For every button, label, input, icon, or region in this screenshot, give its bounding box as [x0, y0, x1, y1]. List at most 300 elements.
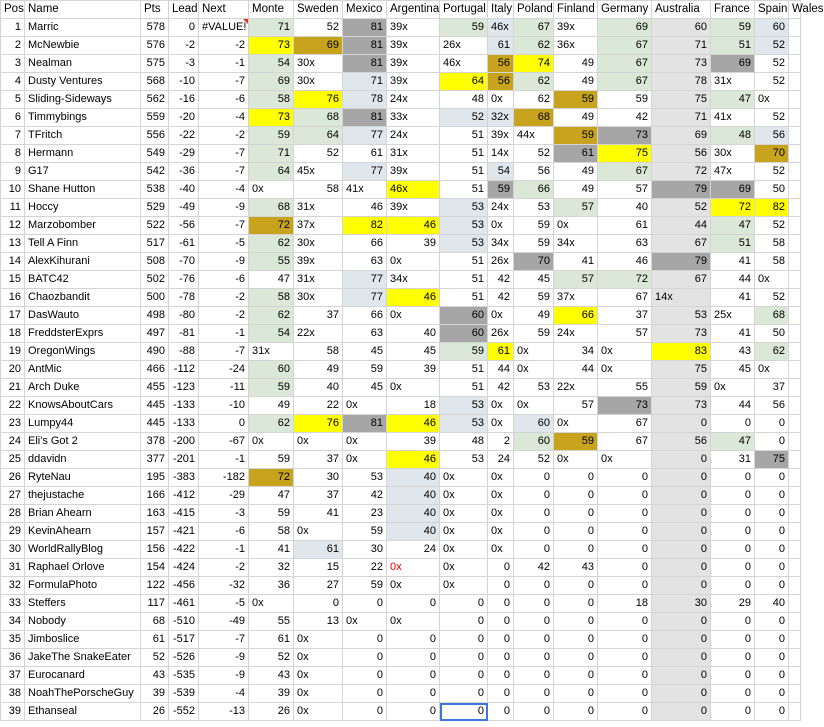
cell-italy[interactable]: 0x [488, 307, 514, 325]
cell-next[interactable]: -29 [199, 487, 249, 505]
cell-pts[interactable]: 517 [141, 235, 169, 253]
cell-australia[interactable]: 73 [652, 397, 711, 415]
cell-pts[interactable]: 61 [141, 631, 169, 649]
cell-finland[interactable]: 0 [554, 631, 598, 649]
cell-poland[interactable]: 59 [514, 325, 554, 343]
cell-poland[interactable]: 0 [514, 469, 554, 487]
cell-pos[interactable]: 14 [1, 253, 25, 271]
cell-argentina[interactable]: 40 [387, 523, 440, 541]
cell-france[interactable]: 0 [711, 649, 755, 667]
cell-france[interactable]: 0 [711, 613, 755, 631]
cell-next[interactable]: -9 [199, 649, 249, 667]
cell-germany[interactable]: 57 [598, 181, 652, 199]
cell-lead[interactable]: -112 [169, 361, 199, 379]
cell-germany[interactable]: 67 [598, 37, 652, 55]
cell-sweden[interactable]: 0x [294, 631, 343, 649]
cell-portugal[interactable]: 48 [440, 91, 488, 109]
cell-australia[interactable]: 0 [652, 415, 711, 433]
cell-poland[interactable]: 0x [514, 361, 554, 379]
cell-name[interactable]: Arch Duke [25, 379, 141, 397]
cell-spain[interactable]: 0 [755, 415, 789, 433]
cell-lead[interactable]: -78 [169, 289, 199, 307]
cell-spain[interactable]: 60 [755, 19, 789, 37]
cell-france[interactable]: 0 [711, 667, 755, 685]
cell-pos[interactable]: 19 [1, 343, 25, 361]
cell-france[interactable]: 59 [711, 19, 755, 37]
cell-lead[interactable]: -61 [169, 235, 199, 253]
cell-pts[interactable]: 154 [141, 559, 169, 577]
cell-poland[interactable]: 45 [514, 271, 554, 289]
cell-argentina[interactable]: 39 [387, 433, 440, 451]
cell-monte[interactable]: 0x [249, 181, 294, 199]
cell-italy[interactable]: 42 [488, 271, 514, 289]
cell-germany[interactable]: 59 [598, 91, 652, 109]
cell-next[interactable]: -1 [199, 55, 249, 73]
cell-pos[interactable]: 16 [1, 289, 25, 307]
cell-portugal[interactable]: 64 [440, 73, 488, 91]
cell-pos[interactable]: 28 [1, 505, 25, 523]
cell-next[interactable]: -7 [199, 73, 249, 91]
cell-finland[interactable]: 36x [554, 37, 598, 55]
cell-finland[interactable]: 0 [554, 613, 598, 631]
cell-australia[interactable]: 71 [652, 109, 711, 127]
cell-sweden[interactable]: 41 [294, 505, 343, 523]
cell-france[interactable]: 69 [711, 181, 755, 199]
cell-wales[interactable] [789, 361, 801, 379]
cell-mexico[interactable]: 81 [343, 55, 387, 73]
cell-germany[interactable]: 67 [598, 433, 652, 451]
cell-finland[interactable]: 0 [554, 649, 598, 667]
cell-spain[interactable]: 52 [755, 289, 789, 307]
cell-next[interactable]: -4 [199, 109, 249, 127]
cell-sweden[interactable]: 27 [294, 577, 343, 595]
cell-france[interactable]: 47x [711, 163, 755, 181]
cell-italy[interactable]: 56 [488, 55, 514, 73]
cell-sweden[interactable]: 0 [294, 595, 343, 613]
cell-germany[interactable]: 67 [598, 55, 652, 73]
cell-spain[interactable]: 0x [755, 271, 789, 289]
cell-sweden[interactable]: 22 [294, 397, 343, 415]
cell-wales[interactable] [789, 649, 801, 667]
cell-wales[interactable] [789, 703, 801, 721]
cell-monte[interactable]: 55 [249, 253, 294, 271]
cell-sweden[interactable]: 69 [294, 37, 343, 55]
cell-pos[interactable]: 1 [1, 19, 25, 37]
cell-portugal[interactable]: 51 [440, 253, 488, 271]
cell-portugal[interactable]: 52 [440, 109, 488, 127]
header-cell-finland[interactable]: Finland [554, 1, 598, 19]
header-cell-france[interactable]: France [711, 1, 755, 19]
cell-portugal[interactable]: 48 [440, 433, 488, 451]
cell-wales[interactable] [789, 397, 801, 415]
cell-spain[interactable]: 52 [755, 163, 789, 181]
cell-portugal[interactable]: 46x [440, 55, 488, 73]
cell-australia[interactable]: 0 [652, 685, 711, 703]
cell-finland[interactable]: 57 [554, 271, 598, 289]
cell-pts[interactable]: 568 [141, 73, 169, 91]
cell-australia[interactable]: 0 [652, 649, 711, 667]
cell-wales[interactable] [789, 613, 801, 631]
cell-sweden[interactable]: 0x [294, 649, 343, 667]
cell-germany[interactable]: 0 [598, 685, 652, 703]
cell-finland[interactable]: 39x [554, 19, 598, 37]
cell-monte[interactable]: 60 [249, 361, 294, 379]
cell-portugal[interactable]: 53 [440, 451, 488, 469]
cell-spain[interactable]: 0 [755, 433, 789, 451]
cell-next[interactable]: -5 [199, 235, 249, 253]
cell-lead[interactable]: -133 [169, 415, 199, 433]
cell-italy[interactable]: 0x [488, 415, 514, 433]
cell-lead[interactable]: -517 [169, 631, 199, 649]
cell-germany[interactable]: 0 [598, 613, 652, 631]
cell-poland[interactable]: 0 [514, 649, 554, 667]
cell-pts[interactable]: 43 [141, 667, 169, 685]
cell-mexico[interactable]: 23 [343, 505, 387, 523]
cell-poland[interactable]: 52 [514, 145, 554, 163]
cell-wales[interactable] [789, 631, 801, 649]
cell-mexico[interactable]: 0 [343, 595, 387, 613]
cell-sweden[interactable]: 15 [294, 559, 343, 577]
cell-lead[interactable]: -201 [169, 451, 199, 469]
cell-argentina[interactable]: 31x [387, 145, 440, 163]
cell-finland[interactable]: 34 [554, 343, 598, 361]
cell-argentina[interactable]: 39 [387, 361, 440, 379]
cell-monte[interactable]: 59 [249, 505, 294, 523]
cell-next[interactable]: -24 [199, 361, 249, 379]
cell-france[interactable]: 48 [711, 127, 755, 145]
cell-pos[interactable]: 39 [1, 703, 25, 721]
cell-mexico[interactable]: 0 [343, 703, 387, 721]
cell-sweden[interactable]: 68 [294, 109, 343, 127]
cell-monte[interactable]: 49 [249, 397, 294, 415]
cell-mexico[interactable]: 81 [343, 415, 387, 433]
cell-australia[interactable]: 14x [652, 289, 711, 307]
cell-poland[interactable]: 0 [514, 685, 554, 703]
cell-monte[interactable]: 62 [249, 307, 294, 325]
cell-name[interactable]: Steffers [25, 595, 141, 613]
cell-mexico[interactable]: 0x [343, 451, 387, 469]
cell-poland[interactable]: 68 [514, 109, 554, 127]
cell-monte[interactable]: 71 [249, 145, 294, 163]
cell-italy[interactable]: 0x [488, 523, 514, 541]
cell-portugal[interactable]: 51 [440, 289, 488, 307]
cell-italy[interactable]: 34x [488, 235, 514, 253]
cell-wales[interactable] [789, 307, 801, 325]
cell-portugal[interactable]: 59 [440, 343, 488, 361]
cell-italy[interactable]: 32x [488, 109, 514, 127]
cell-name[interactable]: Shane Hutton [25, 181, 141, 199]
cell-next[interactable]: -4 [199, 181, 249, 199]
cell-lead[interactable]: -421 [169, 523, 199, 541]
cell-poland[interactable]: 59 [514, 217, 554, 235]
cell-finland[interactable]: 57 [554, 397, 598, 415]
cell-argentina[interactable]: 39x [387, 73, 440, 91]
cell-pos[interactable]: 5 [1, 91, 25, 109]
cell-france[interactable]: 0 [711, 685, 755, 703]
cell-australia[interactable]: 0 [652, 667, 711, 685]
cell-poland[interactable]: 44x [514, 127, 554, 145]
cell-pos[interactable]: 21 [1, 379, 25, 397]
cell-france[interactable]: 0 [711, 487, 755, 505]
cell-pts[interactable]: 500 [141, 289, 169, 307]
cell-next[interactable]: -2 [199, 289, 249, 307]
cell-finland[interactable]: 24x [554, 325, 598, 343]
cell-pts[interactable]: 578 [141, 19, 169, 37]
cell-australia[interactable]: 78 [652, 73, 711, 91]
cell-germany[interactable]: 73 [598, 127, 652, 145]
cell-france[interactable]: 45 [711, 361, 755, 379]
cell-portugal[interactable]: 0 [440, 631, 488, 649]
cell-lead[interactable]: -412 [169, 487, 199, 505]
cell-wales[interactable] [789, 217, 801, 235]
cell-germany[interactable]: 40 [598, 199, 652, 217]
cell-germany[interactable]: 75 [598, 145, 652, 163]
cell-poland[interactable]: 42 [514, 559, 554, 577]
cell-pos[interactable]: 15 [1, 271, 25, 289]
cell-spain[interactable]: 0 [755, 505, 789, 523]
cell-portugal[interactable]: 51 [440, 181, 488, 199]
cell-france[interactable]: 0 [711, 559, 755, 577]
cell-wales[interactable] [789, 685, 801, 703]
cell-wales[interactable] [789, 487, 801, 505]
cell-argentina[interactable]: 39x [387, 199, 440, 217]
header-cell-sweden[interactable]: Sweden [294, 1, 343, 19]
cell-pts[interactable]: 576 [141, 37, 169, 55]
cell-pos[interactable]: 2 [1, 37, 25, 55]
cell-sweden[interactable]: 49 [294, 361, 343, 379]
cell-name[interactable]: Marzobomber [25, 217, 141, 235]
header-cell-spain[interactable]: Spain [755, 1, 789, 19]
cell-sweden[interactable]: 0x [294, 433, 343, 451]
cell-mexico[interactable]: 71 [343, 73, 387, 91]
cell-portugal[interactable]: 0 [440, 613, 488, 631]
cell-next[interactable]: -9 [199, 667, 249, 685]
cell-spain[interactable]: 52 [755, 217, 789, 235]
cell-finland[interactable]: 61 [554, 145, 598, 163]
cell-name[interactable]: Hoccy [25, 199, 141, 217]
cell-sweden[interactable]: 76 [294, 91, 343, 109]
cell-monte[interactable]: 43 [249, 667, 294, 685]
cell-name[interactable]: Lumpy44 [25, 415, 141, 433]
cell-argentina[interactable]: 39 [387, 235, 440, 253]
cell-lead[interactable]: -424 [169, 559, 199, 577]
cell-name[interactable]: WorldRallyBlog [25, 541, 141, 559]
cell-france[interactable]: 0 [711, 469, 755, 487]
cell-australia[interactable]: 30 [652, 595, 711, 613]
cell-next[interactable]: 0 [199, 415, 249, 433]
cell-monte[interactable]: 69 [249, 73, 294, 91]
cell-germany[interactable]: 61 [598, 217, 652, 235]
cell-argentina[interactable]: 45 [387, 343, 440, 361]
cell-name[interactable]: OregonWings [25, 343, 141, 361]
cell-monte[interactable]: 54 [249, 325, 294, 343]
cell-portugal[interactable]: 51 [440, 271, 488, 289]
cell-mexico[interactable]: 0 [343, 649, 387, 667]
cell-australia[interactable]: 69 [652, 127, 711, 145]
cell-monte[interactable]: 62 [249, 415, 294, 433]
cell-portugal[interactable]: 0x [440, 487, 488, 505]
cell-wales[interactable] [789, 541, 801, 559]
cell-italy[interactable]: 46x [488, 19, 514, 37]
cell-argentina[interactable]: 46 [387, 289, 440, 307]
header-cell-wales[interactable]: Wales [789, 1, 801, 19]
cell-australia[interactable]: 72 [652, 163, 711, 181]
cell-pos[interactable]: 8 [1, 145, 25, 163]
cell-france[interactable]: 41 [711, 253, 755, 271]
cell-lead[interactable]: -49 [169, 199, 199, 217]
cell-germany[interactable]: 63 [598, 235, 652, 253]
cell-germany[interactable]: 0x [598, 361, 652, 379]
cell-italy[interactable]: 0x [488, 469, 514, 487]
cell-monte[interactable]: 59 [249, 127, 294, 145]
cell-finland[interactable]: 49 [554, 181, 598, 199]
cell-mexico[interactable]: 77 [343, 163, 387, 181]
cell-pos[interactable]: 26 [1, 469, 25, 487]
cell-sweden[interactable]: 30 [294, 469, 343, 487]
cell-italy[interactable]: 56 [488, 73, 514, 91]
cell-sweden[interactable]: 0x [294, 523, 343, 541]
cell-france[interactable]: 0 [711, 703, 755, 721]
cell-wales[interactable] [789, 343, 801, 361]
cell-italy[interactable]: 0 [488, 577, 514, 595]
cell-sweden[interactable]: 39x [294, 253, 343, 271]
cell-australia[interactable]: 60 [652, 19, 711, 37]
cell-argentina[interactable]: 40 [387, 469, 440, 487]
cell-monte[interactable]: 32 [249, 559, 294, 577]
cell-poland[interactable]: 53 [514, 199, 554, 217]
cell-monte[interactable]: 47 [249, 487, 294, 505]
cell-italy[interactable]: 26x [488, 253, 514, 271]
header-cell-poland[interactable]: Poland [514, 1, 554, 19]
cell-finland[interactable]: 0 [554, 487, 598, 505]
cell-germany[interactable]: 67 [598, 415, 652, 433]
cell-spain[interactable]: 0 [755, 631, 789, 649]
cell-wales[interactable] [789, 325, 801, 343]
cell-monte[interactable]: 55 [249, 613, 294, 631]
cell-sweden[interactable]: 52 [294, 145, 343, 163]
cell-mexico[interactable]: 66 [343, 307, 387, 325]
cell-pts[interactable]: 68 [141, 613, 169, 631]
cell-next[interactable]: -7 [199, 631, 249, 649]
cell-pts[interactable]: 39 [141, 685, 169, 703]
cell-portugal[interactable]: 51 [440, 127, 488, 145]
cell-argentina[interactable]: 39x [387, 19, 440, 37]
cell-next[interactable]: -1 [199, 541, 249, 559]
cell-lead[interactable]: -2 [169, 37, 199, 55]
cell-wales[interactable] [789, 127, 801, 145]
cell-spain[interactable]: 0 [755, 685, 789, 703]
cell-wales[interactable] [789, 577, 801, 595]
cell-sweden[interactable]: 0x [294, 667, 343, 685]
cell-monte[interactable]: 47 [249, 271, 294, 289]
cell-wales[interactable] [789, 595, 801, 613]
cell-pts[interactable]: 378 [141, 433, 169, 451]
cell-wales[interactable] [789, 469, 801, 487]
cell-italy[interactable]: 14x [488, 145, 514, 163]
cell-portugal[interactable]: 0 [440, 685, 488, 703]
cell-lead[interactable]: -539 [169, 685, 199, 703]
cell-spain[interactable]: 52 [755, 37, 789, 55]
cell-australia[interactable]: 0 [652, 559, 711, 577]
cell-italy[interactable]: 0x [488, 91, 514, 109]
cell-italy[interactable]: 0 [488, 559, 514, 577]
cell-name[interactable]: Chaozbandit [25, 289, 141, 307]
cell-monte[interactable]: 31x [249, 343, 294, 361]
cell-poland[interactable]: 0 [514, 523, 554, 541]
cell-argentina[interactable]: 0 [387, 685, 440, 703]
cell-argentina[interactable]: 0x [387, 613, 440, 631]
cell-mexico[interactable]: 22 [343, 559, 387, 577]
cell-argentina[interactable]: 46 [387, 217, 440, 235]
cell-monte[interactable]: 0x [249, 433, 294, 451]
header-cell-name[interactable]: Name [25, 1, 141, 19]
cell-argentina[interactable]: 40 [387, 505, 440, 523]
cell-pos[interactable]: 11 [1, 199, 25, 217]
cell-italy[interactable]: 0 [488, 595, 514, 613]
cell-wales[interactable] [789, 163, 801, 181]
cell-australia[interactable]: 56 [652, 145, 711, 163]
cell-sweden[interactable]: 30x [294, 55, 343, 73]
cell-pts[interactable]: 166 [141, 487, 169, 505]
cell-lead[interactable]: -22 [169, 127, 199, 145]
header-cell-next[interactable]: Next [199, 1, 249, 19]
cell-lead[interactable]: -40 [169, 181, 199, 199]
cell-france[interactable]: 43 [711, 343, 755, 361]
cell-portugal[interactable]: 53 [440, 397, 488, 415]
cell-finland[interactable]: 0 [554, 685, 598, 703]
cell-pos[interactable]: 12 [1, 217, 25, 235]
cell-spain[interactable]: 0 [755, 469, 789, 487]
cell-spain[interactable]: 68 [755, 307, 789, 325]
cell-pts[interactable]: 122 [141, 577, 169, 595]
cell-monte[interactable]: 62 [249, 235, 294, 253]
cell-mexico[interactable]: 59 [343, 361, 387, 379]
cell-germany[interactable]: 46 [598, 253, 652, 271]
cell-italy[interactable]: 0 [488, 649, 514, 667]
cell-argentina[interactable]: 0x [387, 379, 440, 397]
cell-monte[interactable]: 54 [249, 55, 294, 73]
cell-pos[interactable]: 23 [1, 415, 25, 433]
cell-italy[interactable]: 59 [488, 181, 514, 199]
cell-sweden[interactable]: 13 [294, 613, 343, 631]
cell-finland[interactable]: 0 [554, 523, 598, 541]
cell-next[interactable]: -9 [199, 199, 249, 217]
cell-lead[interactable]: -88 [169, 343, 199, 361]
cell-pts[interactable]: 466 [141, 361, 169, 379]
cell-france[interactable]: 31 [711, 451, 755, 469]
cell-finland[interactable]: 0 [554, 469, 598, 487]
cell-italy[interactable]: 0x [488, 541, 514, 559]
cell-finland[interactable]: 0 [554, 505, 598, 523]
cell-italy[interactable]: 0x [488, 487, 514, 505]
cell-france[interactable]: 72 [711, 199, 755, 217]
cell-next[interactable]: -32 [199, 577, 249, 595]
cell-mexico[interactable]: 46 [343, 199, 387, 217]
cell-argentina[interactable]: 46 [387, 451, 440, 469]
cell-argentina[interactable]: 0x [387, 253, 440, 271]
cell-monte[interactable]: 26 [249, 703, 294, 721]
cell-portugal[interactable]: 60 [440, 325, 488, 343]
cell-poland[interactable]: 0x [514, 397, 554, 415]
cell-name[interactable]: Sliding-Sideways [25, 91, 141, 109]
cell-sweden[interactable]: 64 [294, 127, 343, 145]
cell-sweden[interactable]: 22x [294, 325, 343, 343]
cell-sweden[interactable]: 40 [294, 379, 343, 397]
cell-italy[interactable]: 0 [488, 613, 514, 631]
cell-next[interactable]: -5 [199, 595, 249, 613]
cell-argentina[interactable]: 40 [387, 487, 440, 505]
cell-sweden[interactable]: 31x [294, 271, 343, 289]
